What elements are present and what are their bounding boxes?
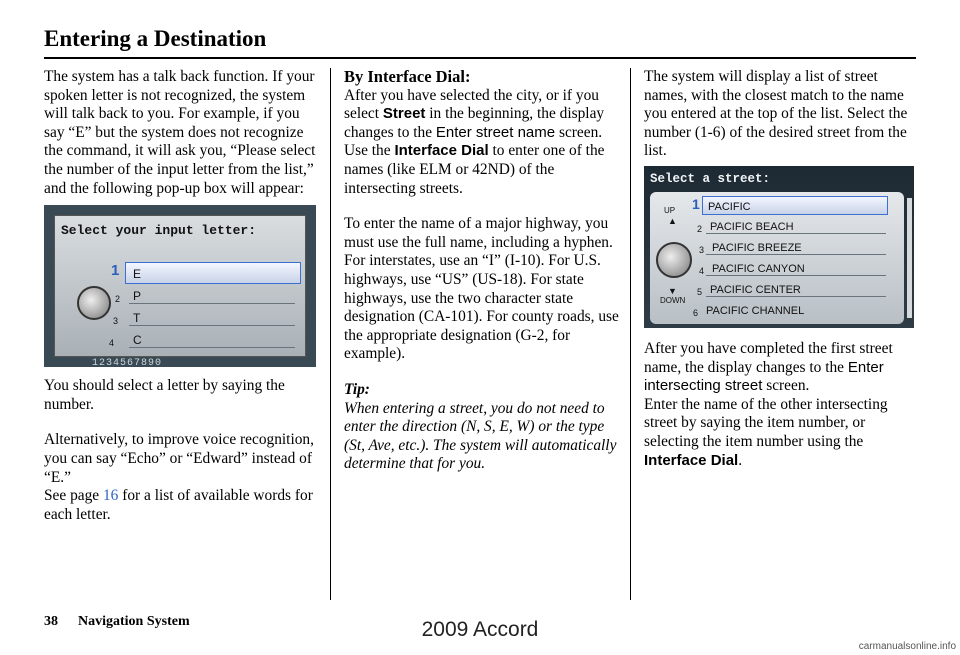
tip-text: When entering a street, you do not need to enter the direction (N, S, E, W) or the type (St, Ave, etc.). The system will automatically determine that for you.: [344, 399, 617, 473]
item-number[interactable]: 1: [692, 195, 700, 212]
row-divider: [706, 275, 886, 276]
item-number[interactable]: 3: [113, 316, 119, 327]
row-divider: [706, 254, 886, 255]
alternative-paragraph: Alternatively, to improve voice recognition, you can say “Echo” or “Edward” instead of “E.” See page 16 for a list of available words for each letter.: [44, 431, 314, 523]
down-label[interactable]: DOWN: [660, 295, 686, 305]
item-number[interactable]: 3: [699, 244, 705, 255]
highway-paragraph: To enter the name of a major highway, you must use the full name, including a hyphen. For interstates, use an “I” (I-10). For U.S. highways, use “US” (US-18). For state highways, use the two character state designation (CA-101). For county roads, use the appropriate designation (G-2, for example).: [344, 215, 619, 363]
interface-dial-paragraph: After you have selected the city, or if you select Street in the beginning, the display changes to the Enter street name screen. Use the Interface Dial to enter one of the names (like ELM or 42ND) of the intersecting streets.: [344, 86, 605, 197]
row-divider: [129, 303, 295, 304]
popup-title: Select your input letter:: [61, 223, 257, 239]
street-list-paragraph: The system will display a list of street names, with the closest match to the name you entered at the top of the list. Select the number (1-6) of the desired street from the list.: [644, 68, 908, 160]
column-1: [44, 68, 320, 524]
item-number[interactable]: 4: [109, 338, 115, 349]
input-letter-screen: [44, 205, 316, 367]
column-divider: [630, 68, 631, 600]
select-letter-paragraph: You should select a letter by saying the number.: [44, 377, 285, 413]
down-arrow-icon[interactable]: ▼: [668, 285, 677, 296]
dial-knob-icon: [77, 286, 111, 320]
dial-knob-icon: [656, 242, 692, 278]
street-item[interactable]: PACIFIC CHANNEL: [706, 304, 805, 317]
street-list: [650, 192, 904, 324]
tip-label: Tip:: [344, 380, 370, 398]
street-item[interactable]: PACIFIC CENTER: [710, 283, 801, 296]
street-item[interactable]: PACIFIC CANYON: [712, 262, 805, 275]
item-number[interactable]: 1: [111, 262, 120, 280]
row-divider: [706, 233, 886, 234]
page-link[interactable]: 16: [102, 487, 119, 505]
footer-section: Navigation System: [78, 614, 190, 629]
letter-item[interactable]: T: [133, 311, 141, 326]
talk-back-paragraph: The system has a talk back function. If your spoken letter is not recognized, the system will talk back to you. For example, if you say “E” but the system does not recognize the command, it will ask you, “Please select the number of the input letter from the list,” and the following pop-up box will appear:: [44, 68, 316, 197]
row-divider: [706, 296, 886, 297]
intersecting-paragraph: After you have completed the first street name, the display changes to the Enter intersecting street screen.: [644, 339, 893, 395]
selected-row-highlight: [125, 262, 301, 284]
item-number[interactable]: 5: [697, 286, 703, 297]
interface-dial-heading: By Interface Dial:: [344, 67, 471, 86]
item-number[interactable]: 6: [693, 307, 699, 318]
up-arrow-icon[interactable]: ▲: [668, 215, 677, 226]
street-item[interactable]: PACIFIC: [708, 200, 751, 213]
page-title: Entering a Destination: [44, 26, 267, 51]
row-divider: [129, 325, 295, 326]
page-number: 38: [44, 614, 58, 629]
letter-item[interactable]: E: [133, 267, 142, 282]
letter-item[interactable]: P: [133, 289, 142, 304]
input-letter-popup: [54, 215, 306, 357]
up-label[interactable]: UP: [664, 205, 676, 215]
item-number[interactable]: 2: [697, 223, 703, 234]
model-watermark: 2009 Accord: [421, 618, 539, 641]
enter-other-paragraph: Enter the name of the other intersecting street by saying the item number, or selecting the item number using the Interface Dial.: [644, 395, 888, 469]
letter-item[interactable]: C: [133, 333, 142, 348]
item-number[interactable]: 2: [115, 294, 121, 305]
site-watermark: carmanualsonline.info: [858, 641, 956, 652]
column-2: [344, 68, 620, 491]
column-3: [644, 68, 916, 487]
list-scrollbar[interactable]: [907, 198, 912, 318]
item-number[interactable]: 4: [699, 265, 705, 276]
column-divider: [330, 68, 331, 600]
screen-title: Select a street:: [650, 171, 771, 186]
street-item[interactable]: PACIFIC BREEZE: [712, 241, 802, 254]
select-street-screen: [644, 166, 914, 328]
row-divider: [129, 347, 295, 348]
title-rule: [44, 57, 916, 59]
street-item[interactable]: PACIFIC BEACH: [710, 220, 794, 233]
keyboard-digits: 1234567890: [92, 358, 163, 368]
